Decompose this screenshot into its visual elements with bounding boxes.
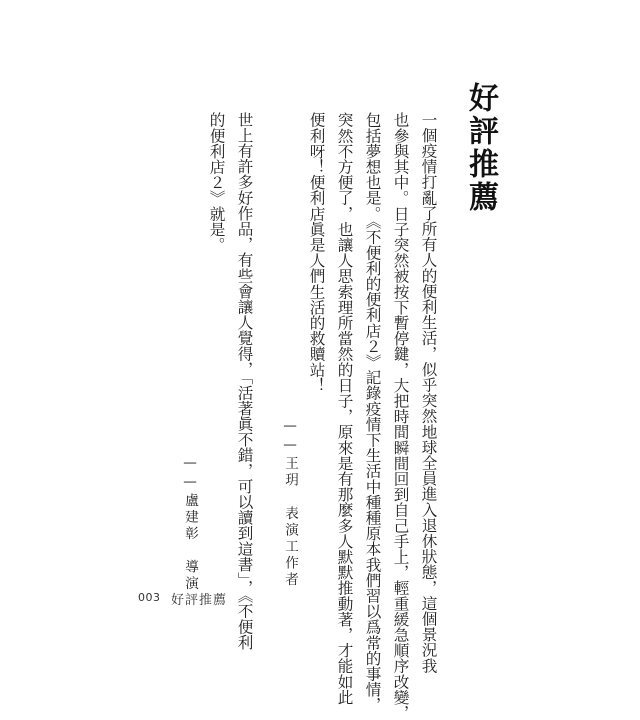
review1-line-3: 包括夢想也是。《不便利的便利店２》記錄疫情下生活中種種原本我們習以爲常的事情， [363,112,382,713]
review2-line-2: 的便利店２》就是。 [207,112,226,253]
review1-line-1: 一個疫情打亂了所有人的便利生活，似乎突然地球全員進入退休狀態，這個景況我 [419,96,438,674]
review1-signature: ——王玥 表演工作者 [282,418,298,589]
review1-line-2: 也參與其中。日子突然被按下暫停鍵，大把時間瞬間回到自己手上，輕重緩急順序改變， [391,112,410,720]
review1-line-4: 突然不方便了，也讓人思索理所當然的日子，原來是有那麼多人默默推動著，才能如此 [335,112,354,705]
running-head: 好評推薦 [171,593,228,608]
review2-signature: ——盧建彰 導演 [182,455,198,593]
page-number: 003 [138,591,161,604]
review1-line-5: 便利呀！便利店眞是人們生活的救贖站！ [307,112,326,393]
review2-line-1: 世上有許多好作品，有些會讓人覺得，「活著眞不錯，可以讀到這書」，《不便利 [235,96,254,650]
page-title: 好評推薦 [463,82,498,214]
